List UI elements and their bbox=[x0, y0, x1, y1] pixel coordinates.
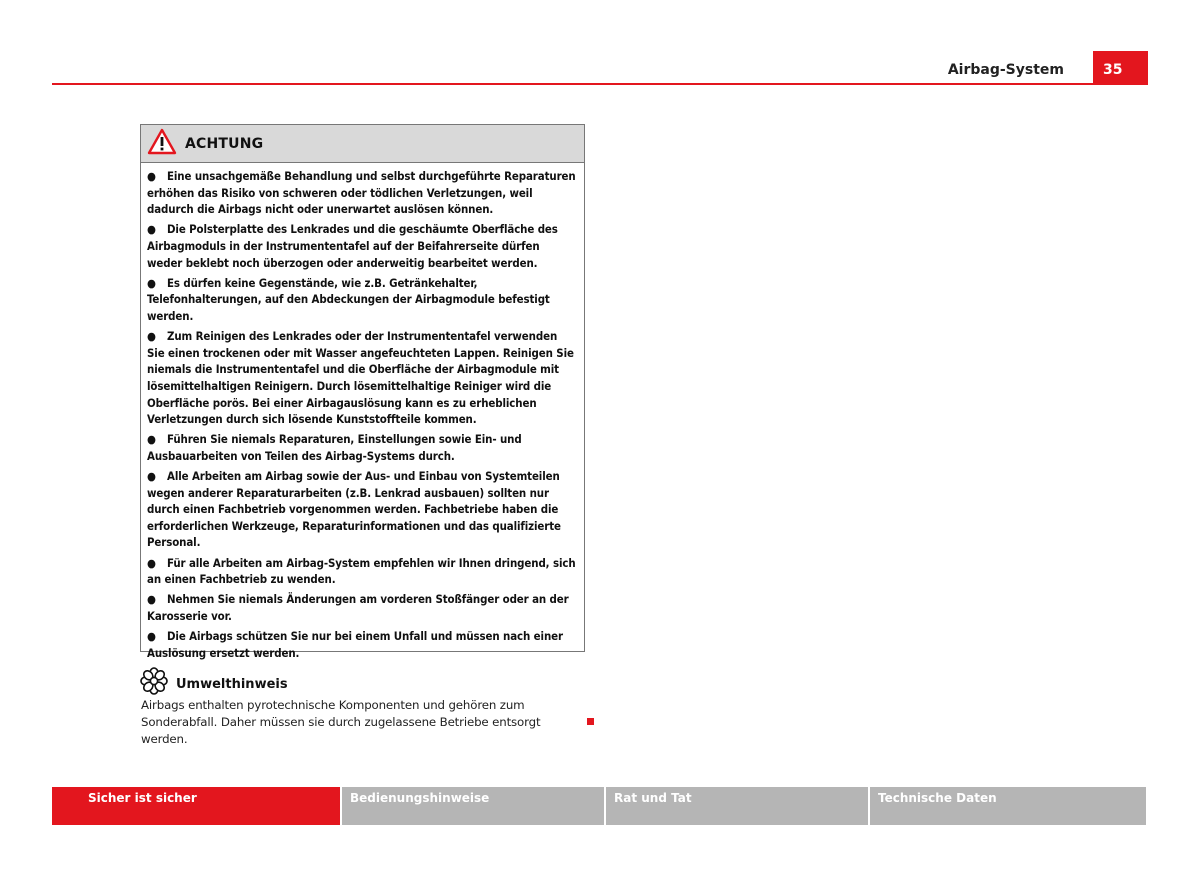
warning-list bbox=[141, 163, 584, 661]
warning-item: ● Nehmen Sie niemals Änderungen am vorderen Stoßfänger oder an der Karosserie vor. bbox=[147, 592, 569, 623]
footer-tab-rat[interactable]: Rat und Tat bbox=[606, 787, 868, 825]
footer-tab-technik[interactable]: Technische Daten bbox=[870, 787, 1146, 825]
warning-title: ACHTUNG bbox=[185, 135, 264, 152]
warning-item: ● Die Airbags schützen Sie nur bei einem Unfall und müssen nach einer Auslösung ersetzt werden. bbox=[147, 629, 563, 660]
warning-item: ● Die Polsterplatte des Lenkrades und die geschäumte Oberfläche des Airbagmoduls in der Instrumententafel auf der Beifahrerseite dürfen weder beklebt noch überzogen oder anderweitig bearbeitet werden. bbox=[147, 222, 558, 270]
warning-item: ● Zum Reinigen des Lenkrades oder der Instrumententafel verwenden Sie einen trockenen oder mit Wasser angefeuchteten Lappen. Reinigen Sie niemals die Instrumententafel und die Oberfläche der Airbagmodule mit lösemittelhaltigen Reinigern. Durch lösemittelhaltige Reiniger wird die Oberfläche porös. Bei einer Airbagauslösung kann es zu erheblichen Verletzungen durch sich lösende Kunststoffteile kommen. bbox=[147, 329, 574, 427]
warning-item: ● Für alle Arbeiten am Airbag-System empfehlen wir Ihnen dringend, sich an einen Fachbetrieb zu wenden. bbox=[147, 555, 576, 587]
warning-triangle-icon bbox=[147, 128, 177, 159]
warning-item: ● Es dürfen keine Gegenstände, wie z.B. Getränkehalter, Telefonhalterungen, auf den Abdeckungen der Airbagmodule befestigt werden. bbox=[147, 275, 550, 323]
warning-box bbox=[140, 124, 585, 660]
header-rule bbox=[52, 83, 1148, 85]
warning-item: ● Alle Arbeiten am Airbag sowie der Aus- und Einbau von Systemteilen wegen anderer Reparaturarbeiten (z.B. Lenkrad ausbauen) sollten nur durch einen Fachbetrieb vorgenommen werden. Fachbetriebe haben die erforderlichen Werkzeuge, Reparaturinformationen und das qualifizierte Personal. bbox=[147, 469, 561, 550]
warning-item: ● Führen Sie niemals Reparaturen, Einstellungen sowie Ein- und Ausbauarbeiten von Teilen des Airbag-Systems durch. bbox=[147, 432, 522, 463]
warning-header bbox=[141, 125, 584, 163]
footer-tabs bbox=[52, 787, 1148, 825]
environment-title: Umwelthinweis bbox=[176, 677, 288, 692]
footer-tab-bedienung[interactable]: Bedienungshinweise bbox=[342, 787, 604, 825]
flower-icon bbox=[140, 667, 168, 695]
environment-text: Airbags enthalten pyrotechnische Komponenten und gehören zum Sonderabfall. Daher müssen sie durch zugelassene Betriebe entsorgt werden. bbox=[141, 698, 541, 746]
footer-tab-sicher[interactable]: Sicher ist sicher bbox=[52, 787, 340, 825]
warning-item: ● Eine unsachgemäße Behandlung und selbst durchgeführte Reparaturen erhöhen das Risiko von schweren oder tödlichen Verletzungen, weil dadurch die Airbags nicht oder unerwartet auslösen können. bbox=[147, 169, 576, 217]
section-title: Airbag-System bbox=[947, 62, 1064, 78]
end-marker bbox=[587, 718, 594, 725]
page-number: 35 bbox=[1093, 51, 1148, 85]
